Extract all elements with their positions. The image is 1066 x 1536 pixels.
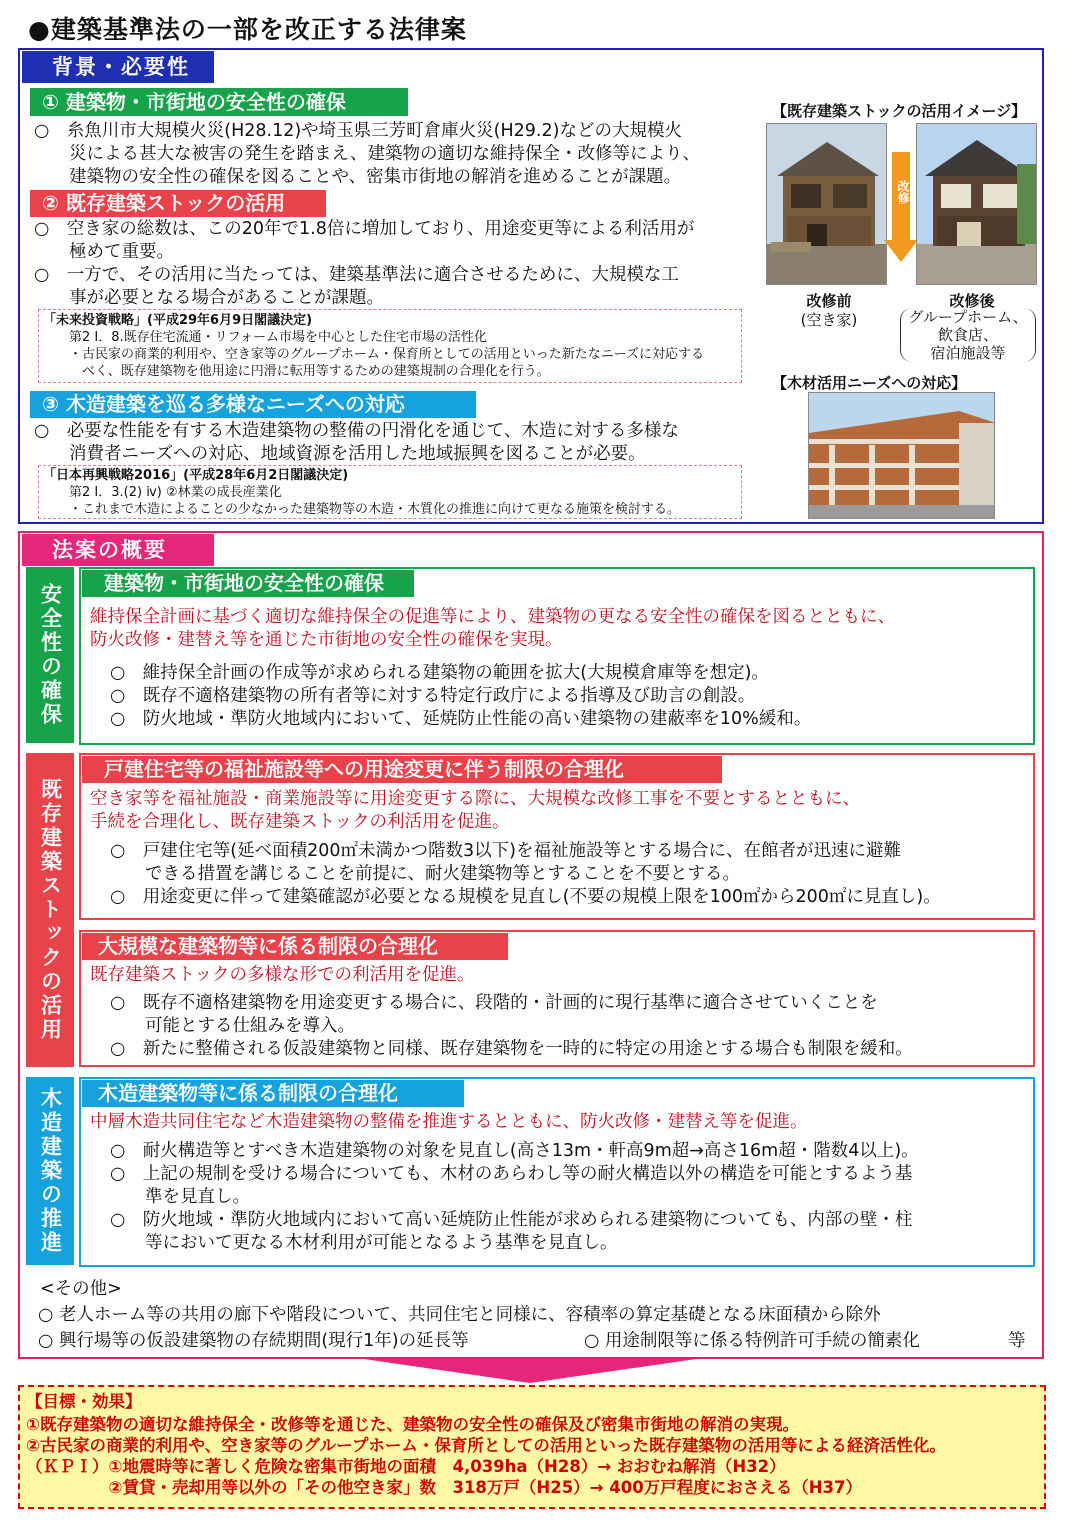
stock-side-label: 既存建築ストックの活用 xyxy=(26,753,74,1067)
large-building-lead: 既存建築ストックの多様な形での利活用を促進。 xyxy=(90,965,475,985)
large-building-heading: 大規模な建築物等に係る制限の合理化 xyxy=(82,933,508,960)
wood-side-label: 木造建築の推進 xyxy=(26,1077,74,1265)
lead-line: 維持保全計画に基づく適切な維持保全の促進等により、建築物の更なる安全性の確保を図るとともに、 xyxy=(90,607,895,627)
paragraph-line: 災による甚大な被害の発生を踏まえ、建築物の適切な維持保全・改修等により、 xyxy=(34,144,701,164)
list-item: ○ 耐火構造等とすべき木造建築物の対象を見直し(高さ13m・軒高9m超→高さ16m超・階数4以上)。 xyxy=(110,1141,919,1161)
list-item: ○ 維持保全計画の作成等が求められる建築物の範囲を拡大(大規模倉庫等を想定)。 xyxy=(110,663,769,683)
wood-items xyxy=(110,1140,919,1255)
paragraph-line: ○ 空き家の総数は、この20年で1.8倍に増加しており、用途変更等による利活用が xyxy=(34,219,695,239)
summary-heading: 法案の概要 xyxy=(22,534,214,566)
reference-line: ・これまで木造によることの少なかった建築物等の木造・木質化の推進に向けて更なる施策を検討する。 xyxy=(43,502,681,517)
list-item: ○ 新たに整備される仮設建築物と同様、既存建築物を一時的に特定の用途とする場合も制限を緩和。 xyxy=(110,1039,913,1059)
lead-line: 手続を合理化し、既存建築ストックの利活用を促進。 xyxy=(90,812,510,832)
paragraph-line: ○ 一方で、その活用に当たっては、建築基準法に適合させるために、大規模な工 xyxy=(34,265,679,285)
reference-line: 第2 Ⅰ．3.(2) ⅳ) ②林業の成長産業化 xyxy=(43,485,282,500)
use-change-lead xyxy=(90,788,860,834)
lead-line: 防火改修・建替え等を通じた市街地の安全性の確保を実現。 xyxy=(90,630,563,650)
list-item: できる措置を講じることを前提に、耐火建築物等とすることを不要とする。 xyxy=(110,864,740,884)
goal-line: （ＫＰＩ）①地震時等に著しく危険な密集市街地の面積 4,039ha（H28）→ おおむね解消（H32） xyxy=(26,1457,786,1476)
paragraph-line: 消費者ニーズへの対応、地域資源を活用した地域振興を図ることが必要。 xyxy=(34,444,646,464)
list-item: ○ 用途変更に伴って建築確認が必要となる規模を見直し(不要の規模上限を100㎡から200㎡に見直し)。 xyxy=(110,887,941,907)
reference-line: べく、既存建築物を他用途に円滑に転用等するための建築規制の合理化を行う。 xyxy=(43,364,550,379)
after-uses-list xyxy=(900,308,1036,362)
timber-image-caption: 【木材活用ニーズへの対応】 xyxy=(772,374,967,392)
goal-line: ②古民家の商業的利用や、空き家等のグループホーム・保育所としての活用といった既存建築物の活用等による経済活性化。 xyxy=(26,1436,946,1455)
revitalization-reference-box xyxy=(38,465,742,519)
wood-lead: 中層木造共同住宅など木造建築物の整備を推進するとともに、防火改修・建替え等を促進。 xyxy=(90,1112,808,1132)
safety-lead xyxy=(90,606,895,652)
renovation-arrow-head xyxy=(884,240,918,262)
paragraph-line: ○ 必要な性能を有する木造建築物の整備の円滑化を通じて、木造に対する多様な xyxy=(34,421,679,441)
safety-side-label: 安全性の確保 xyxy=(26,567,74,743)
list-item: ○ 防火地域・準防火地域内において高い延焼防止性能が求められる建築物についても、内部の壁・柱 xyxy=(110,1210,913,1230)
list-item: 準を見直し。 xyxy=(110,1187,250,1207)
reference-line: 第2 Ⅰ．8.既存住宅流通・リフォーム市場を中心とした住宅市場の活性化 xyxy=(43,330,487,345)
background-heading: 背景・必要性 xyxy=(22,51,214,83)
goal-lines xyxy=(26,1414,946,1498)
wooden-building-photo xyxy=(808,392,995,519)
use-change-items xyxy=(110,840,941,909)
other-line-2c: 等 xyxy=(1008,1331,1026,1351)
other-heading: <その他> xyxy=(40,1279,122,1299)
after-use-item: 宿泊施設等 xyxy=(930,344,1006,362)
after-use-item: グループホーム、 xyxy=(908,308,1028,326)
list-item: 可能とする仕組みを導入。 xyxy=(110,1016,355,1036)
wood-subheading: ③ 木造建築を巡る多様なニーズへの対応 xyxy=(30,391,476,418)
list-item: ○ 上記の規制を受ける場合についても、木材のあらわし等の耐火構造以外の構造を可能とするよう基 xyxy=(110,1164,913,1184)
other-line-2a: ○ 興行場等の仮設建築物の存続期間(現行1年)の延長等 xyxy=(38,1331,469,1351)
safety-paragraph xyxy=(34,120,700,189)
down-arrow xyxy=(364,1359,696,1383)
stock-image-caption: 【既存建築ストックの活用イメージ】 xyxy=(772,102,1027,120)
list-item: ○ 既存不適格建築物の所有者等に対する特定行政庁による指導及び助言の創設。 xyxy=(110,686,756,706)
safety-items xyxy=(110,662,811,731)
before-label: 改修前 xyxy=(806,292,852,310)
use-change-heading: 戸建住宅等の福祉施設等への用途変更に伴う制限の合理化 xyxy=(82,756,722,783)
stock-paragraph xyxy=(34,218,694,310)
list-item: ○ 既存不適格建築物を用途変更する場合に、段階的・計画的に現行基準に適合させていくことを xyxy=(110,993,878,1013)
list-item: ○ 戸建住宅等(延べ面積200㎡未満かつ階数3以下)を福祉施設等とする場合に、在館者が迅速に避難 xyxy=(110,841,901,861)
list-item: 等において更なる木材利用が可能となるよう基準を見直し。 xyxy=(110,1233,618,1253)
large-building-items xyxy=(110,992,913,1061)
lead-line: 空き家等を福祉施設・商業施設等に用途変更する際に、大規模な改修工事を不要とするとともに、 xyxy=(90,789,860,809)
paragraph-line: 事が必要となる場合があることが課題。 xyxy=(34,288,384,308)
other-line-1: ○ 老人ホーム等の共用の廊下や階段について、共同住宅と同様に、容積率の算定基礎となる床面積から除外 xyxy=(38,1305,881,1325)
reference-title: 「未来投資戦略」(平成29年6月9日閣議決定) xyxy=(43,313,313,328)
paragraph-line: ○ 糸魚川市大規模火災(H28.12)や埼玉県三芳町倉庫火災(H29.2)などの大規模火 xyxy=(34,121,682,141)
renovation-arrow-label: 改修 xyxy=(896,180,910,204)
before-sublabel: (空き家) xyxy=(800,311,858,329)
goal-line: ②賃貸・売却用等以外の「その他空き家」数 318万戸（H25）→ 400万戸程度におさえる（H37） xyxy=(26,1478,862,1497)
after-house-photo xyxy=(916,123,1037,285)
safety-panel-heading: 建築物・市街地の安全性の確保 xyxy=(82,570,414,597)
reference-title: 「日本再興戦略2016」(平成28年6月2日閣議決定) xyxy=(43,468,349,483)
after-use-item: 飲食店、 xyxy=(937,326,998,344)
paragraph-line: 建築物の安全性の確保を図ることや、密集市街地の解消を進めることが課題。 xyxy=(34,167,682,187)
goal-heading: 【目標・効果】 xyxy=(26,1392,142,1411)
safety-subheading: ① 建築物・市街地の安全性の確保 xyxy=(30,88,408,116)
strategy-reference-box xyxy=(38,309,742,383)
before-house-photo xyxy=(766,123,887,285)
reference-line: ・古民家の商業的利用や、空き家等のグループホーム・保育所としての活用といった新たなニーズに対応する xyxy=(43,347,705,362)
page-title: ●建築基準法の一部を改正する法律案 xyxy=(28,15,467,44)
other-line-2b: ○ 用途制限等に係る特例許可手続の簡素化 xyxy=(584,1331,920,1351)
list-item: ○ 防火地域・準防火地域内において、延焼防止性能の高い建築物の建蔽率を10%緩和。 xyxy=(110,709,812,729)
paragraph-line: 極めて重要。 xyxy=(34,242,174,262)
wood-paragraph xyxy=(34,420,679,466)
after-label: 改修後 xyxy=(949,292,995,310)
stock-subheading: ② 既存建築ストックの活用 xyxy=(30,190,326,217)
wood-panel-heading: 木造建築物等に係る制限の合理化 xyxy=(82,1080,464,1107)
goal-line: ①既存建築物の適切な維持保全・改修等を通じた、建築物の安全性の確保及び密集市街地の解消の実現。 xyxy=(26,1415,799,1434)
